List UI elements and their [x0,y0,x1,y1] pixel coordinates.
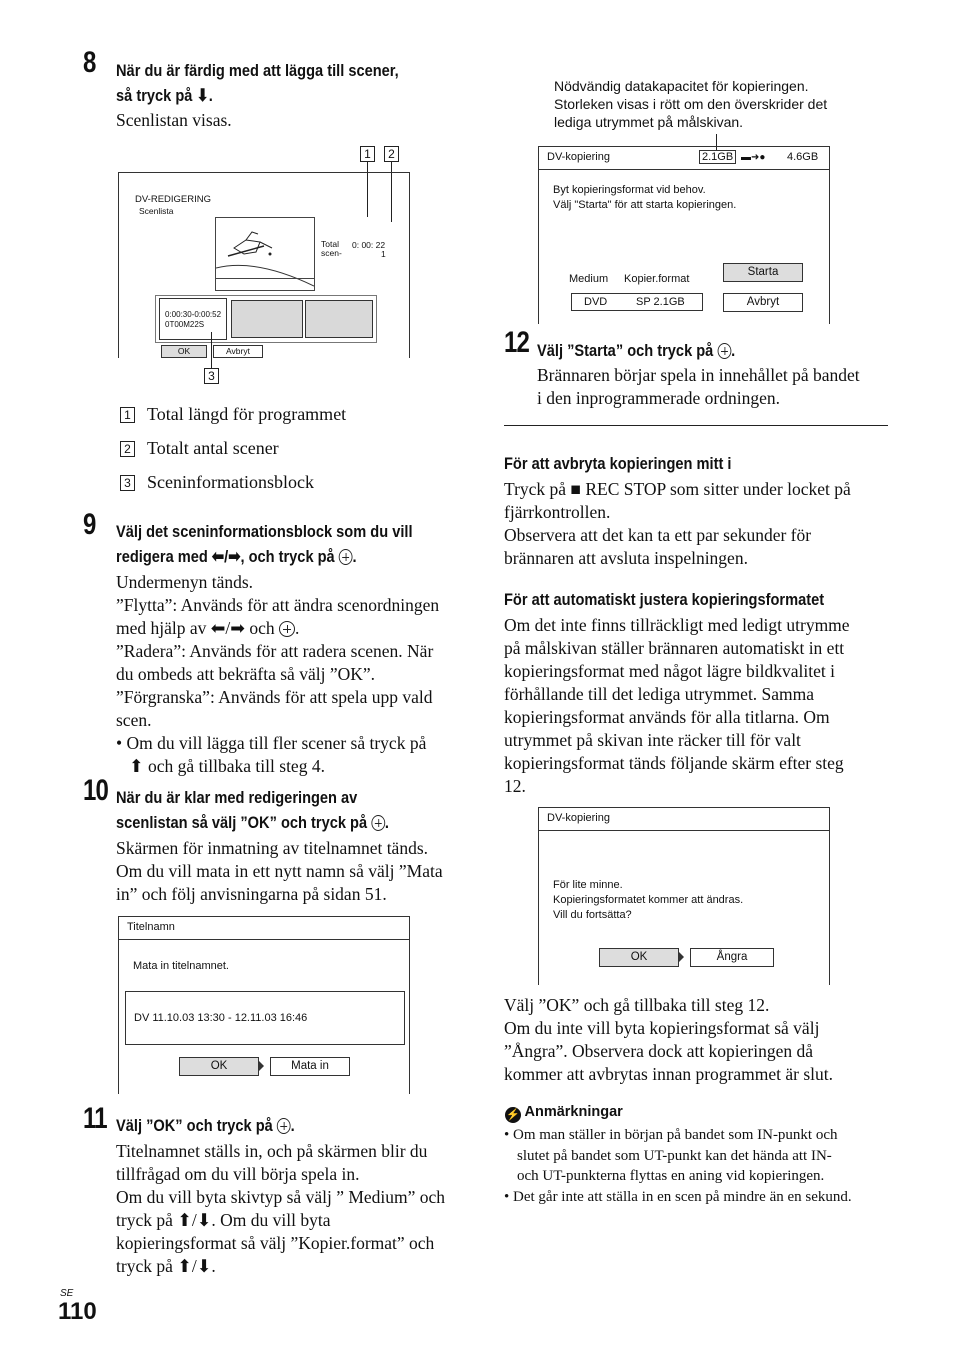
text-line: Skärmen för inmatning av titelnamnet tänds. [116,838,429,858]
text-line: Undermenyn tänds. [116,572,254,592]
note-line: • Om man ställer in början på bandet som IN-punkt och [504,1127,838,1143]
edit-screen-subtitle: Scenlista [139,206,174,216]
scene-preview [215,217,315,291]
ok-button[interactable]: OK [599,948,679,967]
text-line: • Om du vill lägga till fler scener så tryck på [116,733,427,753]
legend-number: 1 [120,407,135,423]
medium-value: DVD [584,296,608,308]
title-name-input[interactable] [125,991,405,1045]
scene-block-duration: 0T00M22S [165,320,205,329]
text-line: Om du inte vill byta kopieringsformat så välj [504,1018,820,1038]
notes-heading-text: Anmärkningar [524,1104,623,1120]
language-code: SE [60,1288,74,1299]
step-10-number: 10 [83,774,109,807]
format-value: SP 2.1GB [636,296,685,308]
step-12-heading: Välj ”Starta” och tryck på . [537,341,736,360]
step-9-heading-line: redigera med ⬅/➡, och tryck på [116,547,335,566]
text-line: Brännaren börjar spela in innehållet på bandet [537,365,860,385]
step-10-heading-line: När du är klar med redigeringen av [116,788,358,807]
text-line: tryck på ⬆/⬇. Om du vill byta [116,1210,331,1230]
text-line: på målskivan ställer brännaren automatiskt in ett [504,638,845,658]
step-10-heading: När du är klar med redigeringen av scenlistan så välj ”OK” och tryck på . [116,785,389,835]
text-line: fjärrkontrollen. [504,502,611,522]
text-line: Om du vill byta skivtyp så välj ” Medium” och [116,1187,446,1207]
arrow-icon [259,1061,264,1071]
text-line: utrymmet på skivan inte räcker till för valt [504,730,801,750]
text-line: Om det inte finns tillräckligt med ledigt utrymme [504,615,850,635]
text-line: tryck på ⬆/⬇. [116,1256,216,1276]
medium-format-select[interactable] [571,293,703,311]
step-12-text [537,364,860,410]
text-line: kommer att avbrytas innan programmet är slut. [504,1064,834,1084]
legend-text: Sceninformationsblock [147,472,314,492]
enter-icon [717,343,731,359]
skier-image [216,218,314,290]
available-size: 4.6GB [787,151,819,163]
enter-icon [371,815,385,831]
title-name-value: DV 11.10.03 13:30 - 12.11.03 16:46 [134,1012,308,1024]
step-11-text [116,1140,445,1278]
scene-count: 1 [381,249,386,259]
total-label-line: Total [321,239,339,249]
cancel-section-text [504,478,851,570]
start-button[interactable]: Starta [723,263,803,282]
screen-dv-copy [538,146,830,324]
enter-icon [279,621,295,637]
text-line: ”Förgranska”: Används för att spela upp vald [116,687,433,707]
capacity-callout [554,77,827,131]
screen-low-memory [538,807,830,985]
text-line: kopieringsformat så välj ”Kopier.format” och [116,1233,435,1253]
legend-text: Total längd för programmet [147,404,347,424]
text-line: brännaren att avsluta inspelningen. [504,548,748,568]
step-8-heading-line: så tryck på ⬇. [116,86,213,105]
auto-section-text [504,614,850,798]
legend-number: 3 [120,475,135,491]
total-label-line: scen- [321,248,342,258]
ok-button[interactable]: OK [179,1057,259,1076]
text-line: ”Radera”: Används för att radera scenen. När [116,641,434,661]
text-line: kopieringsformat med något lägre bildkvalitet i [504,661,835,681]
text-line: tillfrågad om du vill börja spela in. [116,1164,360,1184]
step-11-heading: Välj ”OK” och tryck på . [116,1116,295,1135]
note-icon: ⚡ [506,1109,520,1121]
tape-to-disc-icon: ▬➜● [741,152,766,163]
step-8-text: Scenlistan visas. [116,110,232,130]
text-line: Tryck på ■ REC STOP som sitter under locket på [504,479,851,499]
text-line: förhållande till det lediga utrymmet. Samma [504,684,815,704]
note-line: slutet på bandet som UT-punkt kan det hända att IN- [517,1147,832,1164]
text-line: ”Flytta”: Används för att ändra scenordningen [116,595,440,615]
screen-title: Titelnamn [127,921,175,933]
required-size: 2.1GB [699,150,736,164]
enter-icon [339,549,353,565]
text-line: ”Ångra”. Observera dock att kopieringen då [504,1041,814,1061]
step-8-heading-line: När du är färdig med att lägga till scener, [116,61,399,80]
step-9-heading: Välj det sceninformationsblock som du vill redigera med ⬅/➡, och tryck på . [116,519,413,569]
step-9-heading-line: Välj det sceninformationsblock som du vill [116,522,413,541]
callout-line: Storleken visas i rött om den överskrider det [554,96,828,112]
note-line: • Det går inte att ställa in en scen på mindre än en sekund. [504,1188,852,1205]
screen-title: DV-kopiering [547,151,610,163]
step-8-heading [116,58,399,108]
screen-dv-editing [116,140,416,390]
marker-3-line [211,332,212,368]
legend-item [120,404,346,425]
cancel-section-heading: För att avbryta kopieringen mitt i [504,454,732,473]
step-10-text [116,837,443,906]
text-line: scen. [116,710,152,730]
cancel-button[interactable]: Avbryt [723,293,803,312]
step-9-text: Undermenyn tänds. ”Flytta”: Används för att ändra scenordningen med hjälp av ⬅/➡ och . ”Radera”: Används för att radera scenen. När du ombeds att bekräfta så välj ”OK”. ”Förgranska”: Används för att spela upp vald scen. • Om du vill lägga till fler scener så tryck på ⬆ och gå tillbaka till steg 4. [116,572,440,776]
screen-title-name [118,916,410,1094]
step-8-number: 8 [83,46,96,79]
text-line: med hjälp av ⬅/➡ och [116,618,275,638]
message-line: För lite minne. [553,879,623,891]
callout-line: lediga utrymmet på målskivan. [554,114,744,130]
screen-prompt: Mata in titelnamnet. [133,960,229,972]
enter-icon [277,1118,291,1134]
text-line: i den inprogrammerade ordningen. [537,388,780,408]
notes-list [504,1125,852,1207]
divider [504,425,888,426]
step-11-number: 11 [83,1102,107,1135]
text-line: Titelnamnet ställs in, och på skärmen blir du [116,1141,428,1161]
ok-button[interactable]: OK [161,345,207,358]
undo-button[interactable]: Ångra [690,948,774,967]
text-line: in” och följ anvisningarna på sidan 51. [116,884,387,904]
legend-item [120,472,314,493]
marker-3: 3 [204,368,219,384]
step-12-heading-text: Välj ”Starta” och tryck på [537,341,714,360]
marker-2: 2 [384,146,399,162]
text-line: Välj ”OK” och gå tillbaka till steg 12. [504,995,770,1015]
arrow-icon [679,952,684,962]
step-11-heading-text: Välj ”OK” och tryck på [116,1116,273,1135]
page-number: 110 [58,1298,97,1325]
message-line: Kopieringsformatet kommer att ändras. [553,894,744,906]
legend-item [120,438,279,459]
text-line: Om du vill mata in ett nytt namn så välj ”Mata [116,861,443,881]
scene-block-time: 0:00:30-0:00:52 [165,310,222,319]
text-line: kopieringsformat används för alla titlarna. Om [504,707,830,727]
low-memory-message [553,878,743,923]
message-line: Vill du fortsätta? [553,909,632,921]
total-label [321,240,342,258]
edit-screen-title: DV-REDIGERING [135,194,212,205]
step-10-heading-line: scenlistan så välj ”OK” och tryck på [116,813,368,832]
copy-instruction-line: Byt kopieringsformat vid behov. [553,184,706,196]
note-line: och UT-punkterna flyttas en aning vid kopieringen. [517,1168,825,1184]
legend-number: 2 [120,441,135,457]
notes-heading [505,1104,623,1123]
copy-instruction [553,183,736,213]
enter-text-button[interactable]: Mata in [270,1057,350,1076]
text-line: kopieringsformat tänds följande skärm efter steg [504,753,844,773]
after-low-text [504,994,833,1086]
callout-line: Nödvändig datakapacitet för kopieringen. [554,78,809,94]
medium-label: Medium [569,273,609,285]
edit-screen-frame [118,172,410,358]
total-time: 0: 00: 22 [352,240,386,250]
copy-instruction-line: Välj "Starta" för att starta kopieringen. [553,199,737,211]
text-line: du ombeds att bekräfta så välj ”OK”. [116,664,376,684]
screen-title: DV-kopiering [547,812,610,824]
text-line: 12. [504,776,526,796]
step-12-number: 12 [504,326,530,359]
step-9-number: 9 [83,508,96,541]
cancel-button[interactable]: Avbryt [213,345,263,358]
legend-text: Totalt antal scener [147,438,279,458]
text-line: Observera att det kan ta ett par sekunder för [504,525,812,545]
auto-section-heading: För att automatiskt justera kopieringsformatet [504,590,825,609]
text-line: ⬆ och gå tillbaka till steg 4. [129,756,325,776]
marker-1: 1 [360,146,375,162]
format-label: Kopier.format [624,273,690,285]
